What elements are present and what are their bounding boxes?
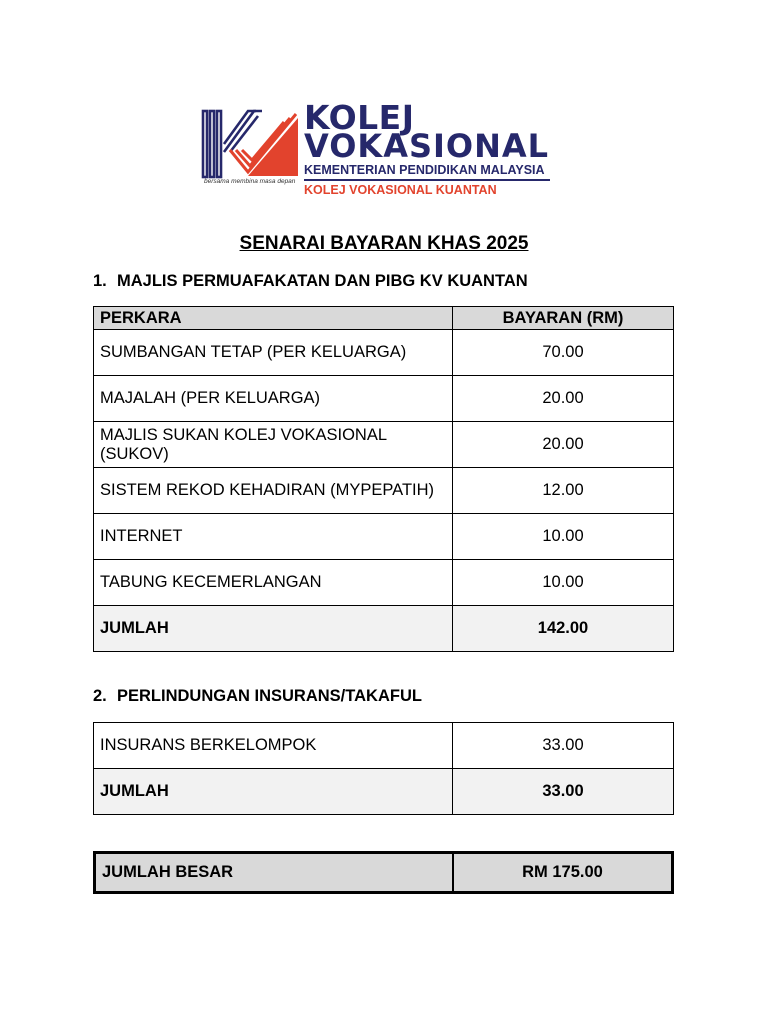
total-label: JUMLAH xyxy=(94,769,453,815)
section-2-title: PERLINDUNGAN INSURANS/TAKAFUL xyxy=(117,687,422,705)
total-label: JUMLAH xyxy=(94,606,453,652)
kv-logo-mark-icon xyxy=(200,108,300,183)
table-row xyxy=(94,422,674,468)
table-row xyxy=(94,468,674,514)
total-amount: 142.00 xyxy=(453,606,674,652)
row-amount: 33.00 xyxy=(453,723,674,769)
row-item: MAJALAH (PER KELUARGA) xyxy=(94,376,453,422)
table-row xyxy=(94,514,674,560)
logo-line-vokasional: VOKASIONAL xyxy=(304,127,550,165)
table-header-row xyxy=(94,307,674,330)
row-amount: 70.00 xyxy=(453,330,674,376)
logo-line-ministry: KEMENTERIAN PENDIDIKAN MALAYSIA xyxy=(304,163,545,177)
logo-line-college: KOLEJ VOKASIONAL KUANTAN xyxy=(304,183,497,197)
row-item: SISTEM REKOD KEHADIRAN (MYPEPATIH) xyxy=(94,468,453,514)
row-amount: 10.00 xyxy=(453,560,674,606)
table-row xyxy=(94,330,674,376)
section-1-heading xyxy=(93,272,528,291)
row-item: INTERNET xyxy=(94,514,453,560)
total-amount: 33.00 xyxy=(453,769,674,815)
table-row xyxy=(94,376,674,422)
section-1-number: 1. xyxy=(93,272,107,290)
grand-total-amount: RM 175.00 xyxy=(522,863,603,881)
row-item: MAJLIS SUKAN KOLEJ VOKASIONAL (SUKOV) xyxy=(94,422,453,468)
header-bayaran: BAYARAN (RM) xyxy=(453,307,674,330)
row-item: TABUNG KECEMERLANGAN xyxy=(94,560,453,606)
section-1-title: MAJLIS PERMUAFAKATAN DAN PIBG KV KUANTAN xyxy=(117,272,528,290)
section-2-heading xyxy=(93,687,422,706)
logo-text xyxy=(304,98,550,197)
fees-table-insurance xyxy=(93,722,674,815)
total-row xyxy=(94,769,674,815)
header-perkara: PERKARA xyxy=(94,307,453,330)
grand-total-label: JUMLAH BESAR xyxy=(96,854,454,891)
page-title: SENARAI BAYARAN KHAS 2025 xyxy=(239,233,529,254)
logo-divider xyxy=(304,179,550,181)
row-amount: 10.00 xyxy=(453,514,674,560)
row-item: INSURANS BERKELOMPOK xyxy=(94,723,453,769)
section-2-number: 2. xyxy=(93,687,107,705)
college-logo xyxy=(200,98,560,198)
row-amount: 20.00 xyxy=(453,422,674,468)
table-row xyxy=(94,560,674,606)
table-row xyxy=(94,723,674,769)
row-amount: 12.00 xyxy=(453,468,674,514)
row-item: SUMBANGAN TETAP (PER KELUARGA) xyxy=(94,330,453,376)
row-amount: 20.00 xyxy=(453,376,674,422)
grand-total-box xyxy=(93,851,674,894)
fees-table-pibg xyxy=(93,306,674,652)
logo-line-kolej: KOLEJ xyxy=(304,98,415,137)
logo-tagline: bersama membina masa depan xyxy=(204,178,296,185)
total-row xyxy=(94,606,674,652)
